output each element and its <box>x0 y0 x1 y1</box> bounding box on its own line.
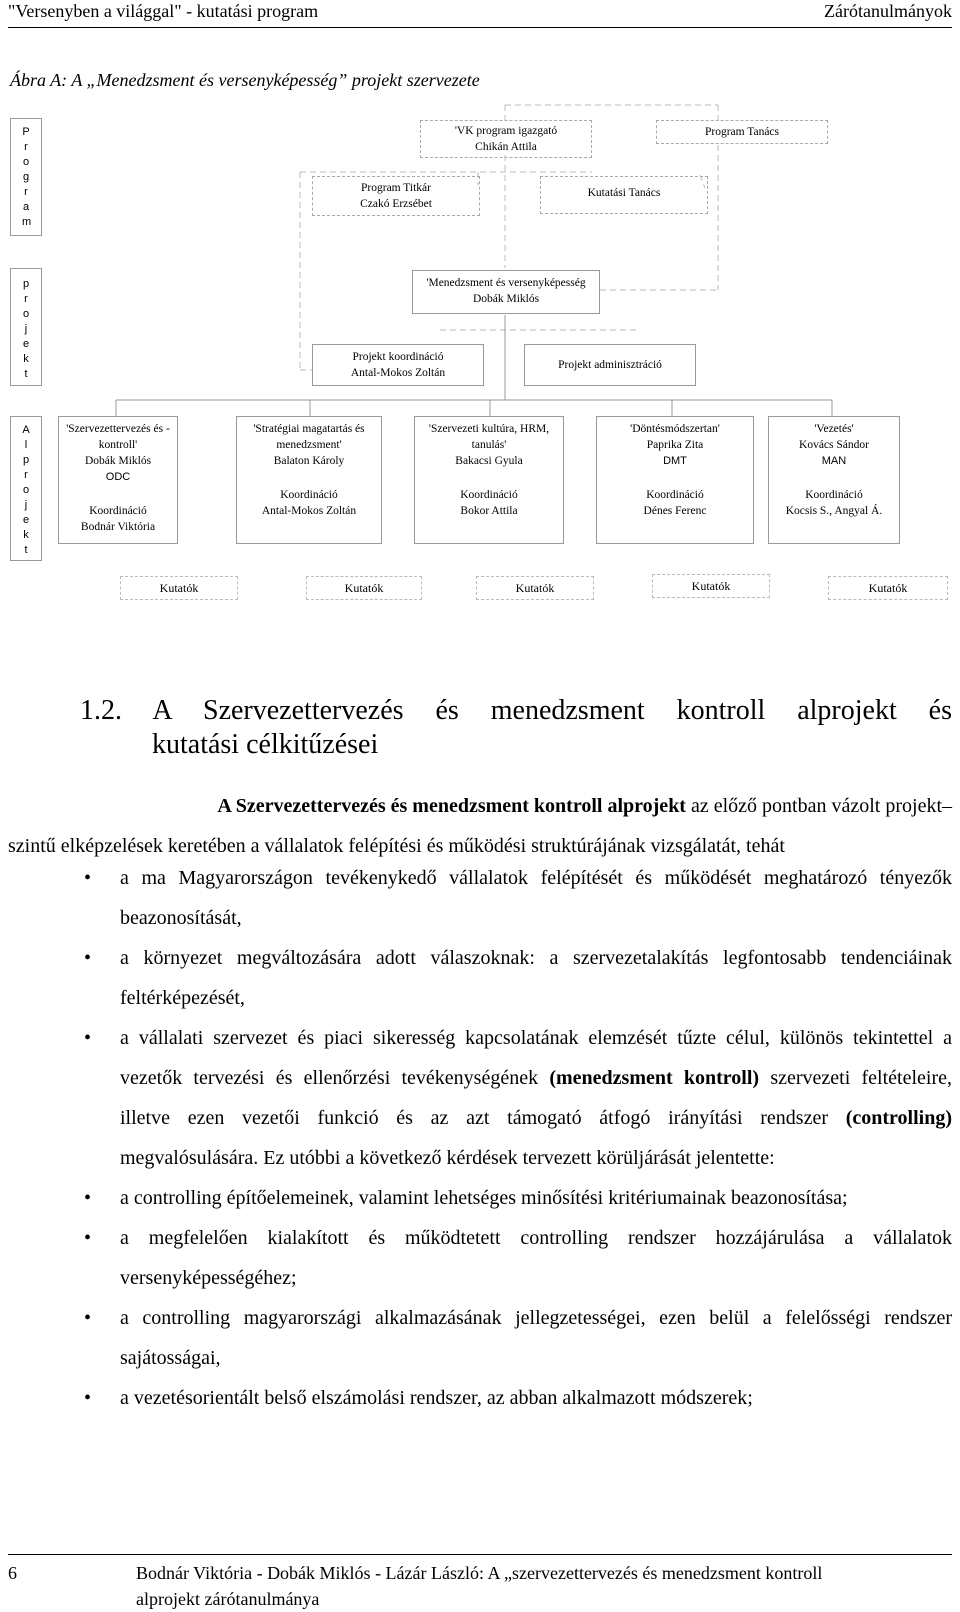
page-number: 6 <box>8 1563 17 1583</box>
row-label-program: Program <box>10 118 42 236</box>
footer-rule <box>8 1554 952 1555</box>
row-label-projekt: projekt <box>10 268 42 386</box>
section-heading: 1.2. A Szervezettervezés és menedzsment kontroll alprojekt és <box>80 695 952 726</box>
list-item: • a controlling építőelemeinek, valamint lehetséges minősítési kritériumainak beazonosítása; <box>88 1178 952 1218</box>
researchers-strategy: Kutatók <box>306 576 422 600</box>
row-label-alprojekt: Alprojekt <box>10 416 42 561</box>
figure-title: Ábra A: A „Menedzsment és versenyképesség” projekt szervezete <box>10 70 480 90</box>
list-item: • a ma Magyarországon tevékenykedő vállalatok felépítését és működését meghatározó tényezők beazonosítását, <box>88 858 952 938</box>
subproject-man: 'Vezetés' Kovács Sándor MAN Koordináció Kocsis S., Angyal Á. <box>768 416 900 544</box>
list-item: • a controlling magyarországi alkalmazásának jellegzetességei, ezen belül a felelősségi rendszer sajátosságai, <box>88 1298 952 1378</box>
researchers-dmt: Kutatók <box>652 574 770 598</box>
list-item: • a vezetésorientált belső elszámolási rendszer, az abban alkalmazott módszerek; <box>88 1378 952 1418</box>
program-director-box: 'VK program igazgató Chikán Attila <box>420 120 592 158</box>
list-item: • a környezet megváltozására adott válaszoknak: a szervezetalakítás legfontosabb tendenciáinak feltérképezését, <box>88 938 952 1018</box>
project-lead-box: 'Menedzsment és versenyképesség Dobák Miklós <box>412 270 600 314</box>
researchers-odc: Kutatók <box>120 576 238 600</box>
objectives-list <box>88 858 952 1418</box>
subproject-culture: 'Szervezeti kultúra, HRM, tanulás' Bakacsi Gyula Koordináció Bokor Attila <box>414 416 564 544</box>
researchers-man: Kutatók <box>828 576 948 600</box>
subproject-dmt: 'Döntésmódszertan' Paprika Zita DMT Koordináció Dénes Ferenc <box>596 416 754 544</box>
researchers-culture: Kutatók <box>476 576 594 600</box>
intro-line-1: A Szervezettervezés és menedzsment kontroll alprojekt az előző pontban vázolt projekt– <box>217 795 952 817</box>
program-council-box: Program Tanács <box>656 120 828 144</box>
subproject-strategy: 'Stratégiai magatartás és menedzsment' Balaton Károly Koordináció Antal-Mokos Zoltán <box>236 416 382 544</box>
header-title: "Versenyben a világgal" - kutatási program <box>8 1 319 21</box>
list-item: • a vállalati szervezet és piaci sikeresség kapcsolatának elemzését tűzte célul, különös tekintettel a vezetők tervezési és ellenőrzési tevékenységének (menedzsment kontroll) szervezeti feltételeire, illetve ezen vezetői funkció és az azt támogató átfogó irányítási rendszer (controlling) megvalósulására. Ez utóbbi a következő kérdések tervezett körüljárását jelentette: <box>88 1018 952 1178</box>
header-section: Zárótanulmányok <box>824 1 952 21</box>
list-item: • a megfelelően kialakított és működtetett controlling rendszer hozzájárulása a vállalatok versenyképességéhez; <box>88 1218 952 1298</box>
program-secretary-box: Program Titkár Czakó Erzsébet <box>312 176 480 216</box>
subproject-odc: 'Szervezettervezés és -kontroll' Dobák Miklós ODC Koordináció Bodnár Viktória <box>58 416 178 544</box>
project-coordination-box: Projekt koordináció Antal-Mokos Zoltán <box>312 344 484 386</box>
research-council-box: Kutatási Tanács <box>540 176 708 214</box>
footer-citation: Bodnár Viktória - Dobák Miklós - Lázár László: A „szervezettervezés és menedzsment kontroll alprojekt zárótanulmánya <box>136 1563 823 1609</box>
project-admin-box: Projekt adminisztráció <box>524 344 696 386</box>
section-heading-cont: kutatási célkitűzései <box>152 729 379 760</box>
intro-line-2: szintű elképzelések keretében a vállalatok felépítési és működési struktúrájának vizsgálatát, tehát <box>8 835 785 857</box>
